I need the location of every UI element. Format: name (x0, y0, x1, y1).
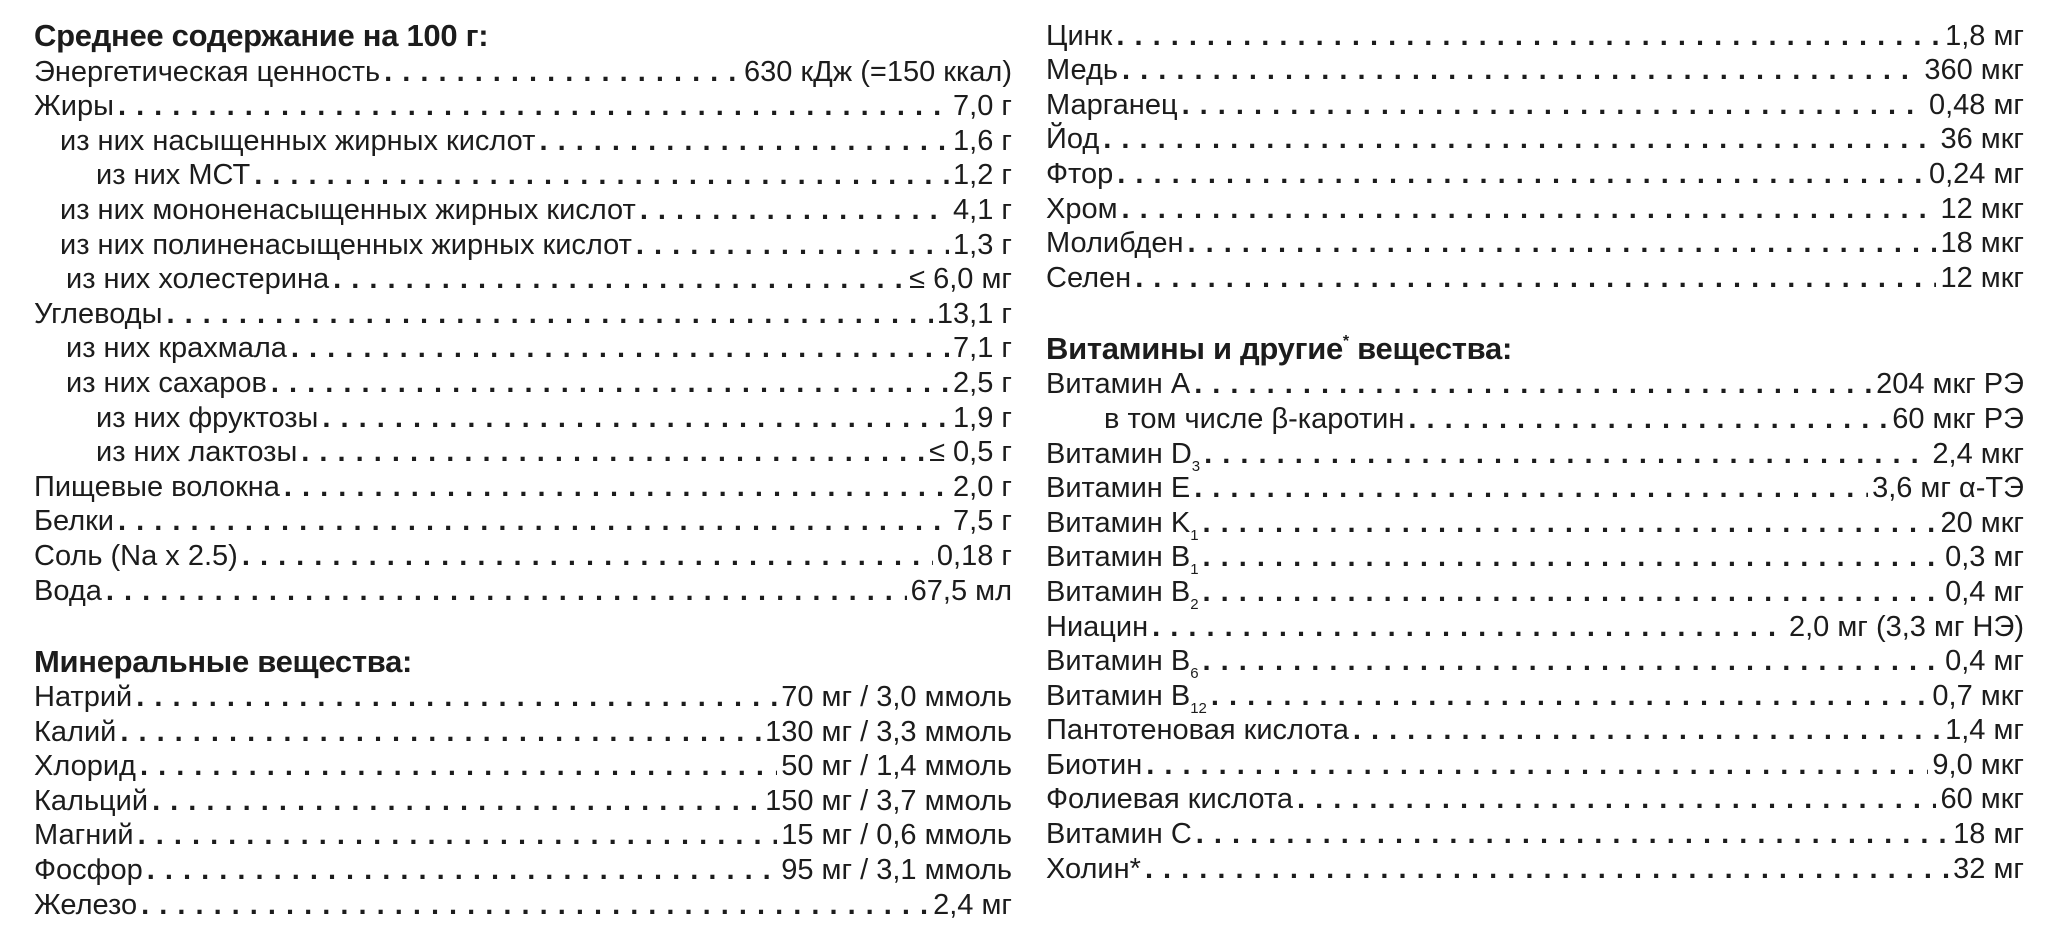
mineral-row-sodium (34, 680, 1012, 715)
vitamin-subscript: 1 (1190, 526, 1199, 544)
nutrient-label: из них сахаров (66, 366, 267, 399)
vitamin-label: Пантотеновая кислота (1046, 714, 1349, 747)
nutrient-label: из них холестерина (66, 263, 330, 296)
vitamin-row-beta-carotene (1046, 401, 2024, 436)
dot-leader (1122, 192, 1937, 226)
dot-leader (1203, 575, 1942, 609)
vitamin-label: Биотин (1046, 748, 1143, 781)
vitamin-value: 2,0 мг (3,3 мг НЭ) (1789, 610, 2024, 643)
trace-row-fluorine (1046, 156, 2024, 191)
vitamin-value: 0,4 мг (1945, 645, 2024, 678)
nutrient-value: 0,18 г (936, 539, 1012, 572)
nutrient-row-carbohydrates (34, 296, 1012, 331)
nutrient-label: Пищевые волокна (34, 470, 280, 503)
dot-leader (242, 539, 933, 573)
trace-value: 0,48 мг (1928, 88, 2024, 121)
vitamin-name: Витамин B (1046, 541, 1191, 574)
mineral-value: 70 мг / 3,0 ммоль (781, 681, 1012, 714)
mineral-label: Калий (34, 715, 117, 748)
nutrient-row-salt (34, 538, 1012, 573)
nutrient-value: ≤ 0,5 г (929, 436, 1012, 469)
dot-leader (640, 193, 949, 227)
vitamin-name: Витамин K (1046, 506, 1191, 539)
nutrient-value: 1,2 г (953, 159, 1012, 192)
vitamin-value: 1,4 мг (1945, 714, 2024, 747)
dot-leader (1103, 122, 1936, 156)
nutrient-value: 1,3 г (953, 228, 1012, 261)
vitamins-heading-text: Витамины и другие (1046, 330, 1343, 366)
dot-leader (1194, 367, 1872, 401)
vitamin-name: Витамин D (1046, 437, 1192, 470)
vitamin-value: 9,0 мкг (1932, 748, 2024, 781)
nutrient-row-fat (34, 89, 1012, 124)
dot-leader (1122, 53, 1920, 87)
dot-leader (1135, 261, 1936, 295)
nutrient-row-protein (34, 504, 1012, 539)
nutrient-value: 7,0 г (953, 90, 1012, 123)
dot-leader (1353, 713, 1941, 747)
nutrient-value: 1,9 г (953, 401, 1012, 434)
nutrient-value: 4,1 г (953, 193, 1012, 226)
mineral-value: 95 мг / 3,1 ммоль (781, 854, 1012, 887)
vitamin-label (1046, 506, 1199, 544)
nutrient-row-sugars (34, 365, 1012, 400)
mineral-row-iron (34, 887, 1012, 922)
trace-label: Цинк (1046, 19, 1113, 52)
vitamin-value: 0,3 мг (1945, 541, 2024, 574)
nutrient-value: 7,1 г (953, 332, 1012, 365)
dot-leader (138, 818, 778, 852)
mineral-label: Кальций (34, 784, 149, 817)
vitamin-row-biotin (1046, 747, 2024, 782)
dot-leader (118, 89, 949, 123)
vitamin-row-choline (1046, 851, 2024, 886)
trace-row-selenium (1046, 260, 2024, 295)
vitamin-row-b12 (1046, 678, 2024, 717)
footnote-mark: * (1342, 332, 1349, 350)
dot-leader (333, 262, 905, 296)
nutrient-row-monounsaturated (34, 192, 1012, 227)
nutrient-label: из них МСТ (96, 159, 251, 192)
dot-leader (1408, 402, 1888, 436)
vitamin-value: 0,4 мг (1945, 575, 2024, 608)
mineral-label: Хлорид (34, 750, 136, 783)
dot-leader (284, 470, 949, 504)
dot-leader (1117, 157, 1925, 191)
dot-leader (1194, 471, 1868, 505)
dot-leader (539, 124, 949, 158)
dot-leader (118, 504, 949, 538)
vitamin-row-niacin (1046, 609, 2024, 644)
vitamin-label: Витамин C (1046, 818, 1192, 851)
vitamin-label (1046, 540, 1199, 579)
nutrient-value: ≤ 6,0 мг (909, 263, 1012, 296)
nutrient-label: Белки (34, 505, 115, 538)
nutrient-value: 2,5 г (953, 366, 1012, 399)
nutrient-value: 1,6 г (953, 124, 1012, 157)
mineral-value: 2,4 мг (933, 888, 1012, 921)
dot-leader (254, 158, 949, 192)
nutrient-label: Энергетическая ценность (34, 55, 381, 88)
dot-leader (1204, 437, 1928, 471)
vitamin-row-pantothenic (1046, 713, 2024, 748)
trace-value: 1,8 мг (1945, 19, 2024, 52)
vitamin-value: 60 мкг РЭ (1892, 402, 2024, 435)
mineral-row-magnesium (34, 818, 1012, 853)
mineral-label: Натрий (34, 681, 133, 714)
nutrient-label: из них полиненасыщенных жирных кислот (60, 228, 632, 261)
vitamin-value: 204 мкг РЭ (1876, 368, 2024, 401)
nutrient-row-water (34, 573, 1012, 608)
vitamin-value: 18 мг (1953, 818, 2024, 851)
trace-label: Селен (1046, 261, 1132, 294)
trace-row-chromium (1046, 191, 2024, 226)
nutrient-label: из них фруктозы (96, 401, 319, 434)
dot-leader (1196, 817, 1949, 851)
mineral-value: 15 мг / 0,6 ммоль (781, 819, 1012, 852)
dot-leader (136, 680, 777, 714)
vitamin-row-b2 (1046, 574, 2024, 613)
nutrient-label: Жиры (34, 90, 114, 123)
dot-leader (166, 297, 932, 331)
nutrient-value: 67,5 мл (910, 574, 1012, 607)
dot-leader (147, 853, 777, 887)
nutrient-label: Соль (Na x 2.5) (34, 539, 238, 572)
nutrient-row-fructose (34, 400, 1012, 435)
nutrient-row-saturated (34, 123, 1012, 158)
trace-label: Молибден (1046, 227, 1184, 260)
vitamin-label (1046, 679, 1207, 717)
dot-leader (1187, 226, 1936, 260)
dot-leader (1203, 644, 1942, 678)
dot-leader (1116, 19, 1941, 53)
vitamin-value: 20 мкг (1940, 506, 2024, 539)
mineral-value: 50 мг / 1,4 ммоль (781, 750, 1012, 783)
dot-leader (1145, 852, 1949, 886)
nutrient-label: Углеводы (34, 297, 163, 330)
trace-label: Хром (1046, 192, 1118, 225)
trace-value: 36 мкг (1940, 123, 2024, 156)
average-content-heading: Среднее содержание на 100 г: (34, 18, 489, 53)
trace-label: Фтор (1046, 157, 1114, 190)
dot-leader (301, 435, 925, 469)
trace-value: 360 мкг (1924, 54, 2024, 87)
trace-label: Йод (1046, 123, 1100, 156)
section-gap (34, 608, 1012, 644)
mineral-row-chloride (34, 749, 1012, 784)
vitamins-heading (1046, 331, 2024, 367)
vitamin-value: 2,4 мкг (1932, 437, 2024, 470)
trace-row-manganese (1046, 87, 2024, 122)
mineral-label: Железо (34, 888, 138, 921)
vitamin-label (1046, 575, 1199, 613)
dot-leader (1203, 540, 1942, 574)
left-column (34, 18, 1012, 922)
vitamin-value: 0,7 мкг (1932, 679, 2024, 712)
vitamin-row-folic (1046, 782, 2024, 817)
vitamin-label: Холин* (1046, 852, 1141, 885)
dot-leader (1182, 88, 1925, 122)
dot-leader (291, 331, 949, 365)
trace-value: 18 мкг (1940, 227, 2024, 260)
dot-leader (1203, 506, 1937, 540)
dot-leader (384, 55, 740, 89)
vitamin-name: Витамин B (1046, 679, 1191, 712)
trace-label: Марганец (1046, 88, 1178, 121)
dot-leader (152, 784, 761, 818)
vitamin-label (1046, 437, 1201, 475)
dot-leader (120, 715, 761, 749)
vitamin-row-c (1046, 816, 2024, 851)
trace-row-copper (1046, 53, 2024, 88)
dot-leader (636, 228, 949, 262)
nutrient-label: из них мононенасыщенных жирных кислот (60, 193, 636, 226)
vitamin-subscript: 2 (1190, 595, 1199, 613)
nutrient-row-starch (34, 331, 1012, 366)
vitamin-value: 32 мг (1953, 852, 2024, 885)
mineral-label: Фосфор (34, 854, 143, 887)
dot-leader (106, 574, 907, 608)
trace-label: Медь (1046, 54, 1119, 87)
vitamin-label: Фолиевая кислота (1046, 783, 1293, 816)
vitamin-label: в том числе β-каротин (1104, 402, 1405, 435)
mineral-row-potassium (34, 714, 1012, 749)
trace-value: 12 мкг (1940, 192, 2024, 225)
dot-leader (140, 749, 777, 783)
nutrient-label: из них лактозы (96, 436, 298, 469)
dot-leader (141, 888, 929, 922)
trace-row-molybdenum (1046, 226, 2024, 261)
vitamin-row-e (1046, 471, 2024, 506)
vitamin-label: Витамин A (1046, 368, 1191, 401)
dot-leader (1146, 748, 1928, 782)
dot-leader (1297, 782, 1937, 816)
nutrient-row-polyunsaturated (34, 227, 1012, 262)
nutrient-label: из них крахмала (66, 332, 287, 365)
mineral-value: 130 мг / 3,3 ммоль (765, 715, 1012, 748)
vitamins-heading-end: вещества: (1348, 330, 1512, 366)
mineral-label: Магний (34, 819, 134, 852)
dot-leader (271, 366, 949, 400)
nutrient-value: 13,1 г (936, 297, 1012, 330)
vitamin-name: Витамин B (1046, 645, 1191, 678)
vitamin-label: Ниацин (1046, 610, 1149, 643)
mineral-row-calcium (34, 783, 1012, 818)
right-column (1046, 18, 2024, 886)
vitamin-name: Витамин B (1046, 575, 1191, 608)
minerals-heading: Минеральные вещества: (34, 643, 413, 679)
vitamin-value: 3,6 мг α-ТЭ (1872, 472, 2024, 505)
nutrient-value: 2,0 г (953, 470, 1012, 503)
section-gap (1046, 295, 2024, 331)
dot-leader (1211, 679, 1929, 713)
vitamin-value: 60 мкг (1940, 783, 2024, 816)
nutrient-label: Вода (34, 574, 102, 607)
mineral-value: 150 мг / 3,7 ммоль (765, 784, 1012, 817)
trace-row-iodine (1046, 122, 2024, 157)
mineral-row-phosphorus (34, 852, 1012, 887)
dot-leader (322, 401, 949, 435)
nutrient-label: из них насыщенных жирных кислот (60, 124, 536, 157)
nutrient-row-energy (34, 54, 1012, 89)
trace-row-zinc (1046, 18, 2024, 53)
vitamin-label (1046, 644, 1199, 683)
trace-value: 0,24 мг (1928, 157, 2024, 190)
vitamin-subscript: 3 (1191, 457, 1201, 475)
nutrient-row-lactose (34, 435, 1012, 470)
vitamin-row-b1 (1046, 540, 2024, 579)
vitamin-row-d3 (1046, 436, 2024, 475)
vitamin-row-b6 (1046, 644, 2024, 683)
nutrient-value: 7,5 г (953, 505, 1012, 538)
nutrient-value: 630 кДж (=150 ккал) (744, 55, 1012, 88)
dot-leader (1152, 610, 1785, 644)
vitamin-subscript: 1 (1190, 561, 1199, 579)
nutrient-row-mct (34, 158, 1012, 193)
vitamin-subscript: 12 (1190, 699, 1207, 717)
nutrient-row-cholesterol (34, 262, 1012, 297)
vitamin-row-a (1046, 367, 2024, 402)
nutrient-row-fiber (34, 469, 1012, 504)
vitamin-row-k1 (1046, 505, 2024, 544)
trace-value: 12 мкг (1940, 261, 2024, 294)
vitamin-label: Витамин E (1046, 472, 1191, 505)
vitamin-subscript: 6 (1190, 665, 1199, 683)
